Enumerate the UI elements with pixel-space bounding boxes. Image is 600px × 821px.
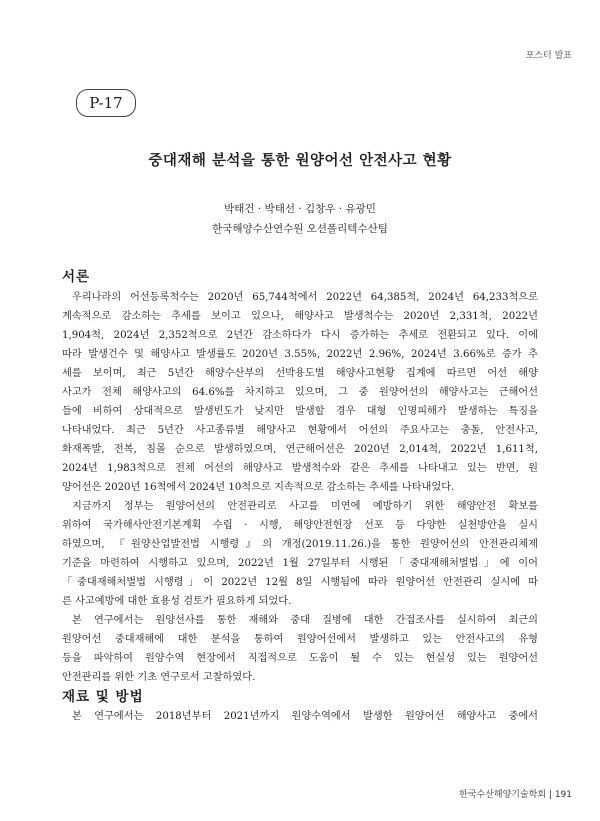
intro-line: 지금까지 정부는 원양어선의 안전관리로 사고를 미연에 예방하기 위한 해양안전 확보를: [72, 501, 538, 512]
intro-line: 들에 비하여 상대적으로 발생빈도가 낮지만 발생할 경우 대형 인명피해가 발생하는 특징을: [62, 406, 538, 417]
intro-line: 위하여 국가해사안전기본계획 수립 · 시행, 해양안전헌장 선포 등 다양한 실천방안을 실시: [62, 520, 538, 531]
intro-line: 기준을 마련하여 시행하고 있으며, 2022년 1월 27일부터 시행된「중대재해처벌법」에 이어: [62, 558, 538, 569]
intro-line: 양어선은 2020년 16척에서 2024년 10척으로 지속적으로 감소하는 추세를 나타내었다.: [62, 482, 455, 493]
intro-line: 사고가 전체 해양사고의 64.6%를 차지하고 있으며, 그 중 원양어선의 해양사고는 근해어선: [62, 387, 538, 398]
intro-line: 른 사고예방에 대한 효용성 검토가 필요하게 되었다.: [62, 596, 292, 607]
intro-line: 따라 발생건수 및 해양사고 발생률도 2020년 3.55%, 2022년 2.96%, 2024년 3.66%로 증가 추: [62, 349, 538, 360]
intro-line: 하였으며, 『원양산업발전법 시행령』의 개정(2019.11.26.)을 통한 원양어선의 안전관리체제: [62, 539, 538, 550]
intro-line: 계속적으로 감소하는 추세를 보이고 있으나, 해양사고 발생척수는 2020년 2,331척, 2022년: [62, 311, 538, 322]
author-affiliation: 한국해양수산연수원 오션폴리텍수산팀: [212, 223, 388, 235]
paper-id-badge: P-17: [76, 89, 136, 117]
intro-line: 등을 파악하여 원양수역 현장에서 직접적으로 도움이 될 수 있는 현실성 있는 원양어선: [62, 653, 538, 664]
intro-line: 나타내었다. 최근 5년간 사고종류별 해양사고 현황에서 어선의 주요사고는 충돌, 안전사고,: [62, 425, 538, 436]
intro-line: 원양어선 중대재해에 대한 분석을 통하여 원양어선에서 발생하고 있는 안전사고의 유형: [62, 634, 538, 645]
intro-line: 안전관리를 위한 기초 연구로서 고찰하였다.: [62, 672, 256, 683]
intro-body: [62, 288, 538, 687]
intro-line: 1,904척, 2024년 2,352척으로 2년간 감소하다가 다시 증가하는 추세로 전환되고 있다. 이에: [62, 330, 538, 341]
methods-heading: 재료 및 방법: [62, 689, 144, 705]
page-footer: 한국수산해양기술학회 | 191: [459, 790, 572, 800]
methods-body: [62, 707, 538, 726]
intro-line: 2024년 1,983척으로 전체 어선의 해양사고 발생척수와 같은 추세를 나타내고 있는 반면, 원: [62, 463, 538, 474]
intro-line: 세를 보이며, 최근 5년간 해양수산부의 선박용도별 해양사고현황 집계에 따르면 어선 해양: [62, 368, 538, 379]
methods-line: 본 연구에서는 2018년부터 2021년까지 원양수역에서 발생한 원양어선 해양사고 중에서: [72, 711, 538, 722]
intro-line: 본 연구에서는 원양선사를 통한 재해와 중대 질병에 대한 간접조사를 실시하여 최근의: [72, 615, 538, 626]
section-label: 포스터 발표: [525, 51, 572, 61]
intro-line: 「중대재해처벌법 시행령」이 2022년 12월 8일 시행됨에 따라 원양어선 안전관리 실시에 따: [62, 577, 538, 588]
author-list: 박태건 · 박태선 · 김창우 · 유광민: [224, 203, 376, 215]
paper-title: 중대재해 분석을 통한 원양어선 안전사고 현황: [148, 152, 452, 169]
intro-line: 화재폭발, 전복, 침몰 순으로 발생하였으며, 연근해어선은 2020년 2,014척, 2022년 1,611척,: [62, 444, 538, 455]
intro-heading: 서론: [62, 269, 91, 285]
intro-line: 우리나라의 어선등록척수는 2020년 65,744척에서 2022년 64,385척, 2024년 64,233척으로: [72, 292, 538, 303]
